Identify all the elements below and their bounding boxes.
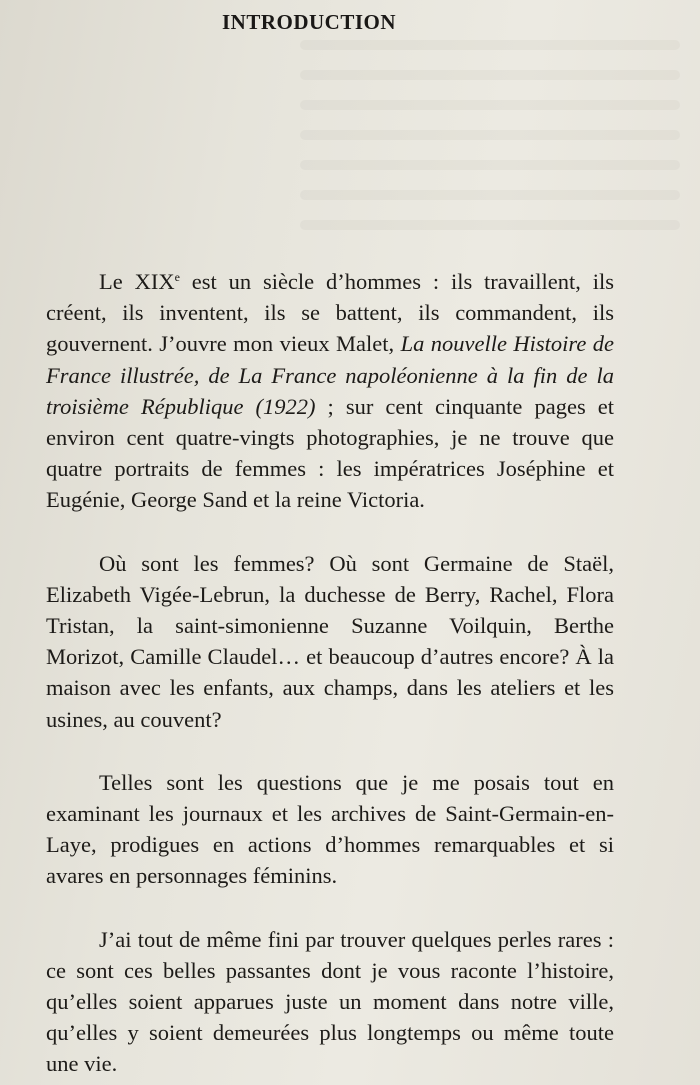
paragraph-1-text-b: est un siècle d’hommes : ils travaillent, ils créent, ils inventent, ils se battent, ils commandent, ils gouvernent. J’ouvre mon vieux Malet, [46, 269, 614, 357]
century-superscript: e [174, 270, 180, 284]
paragraph-1 [46, 266, 614, 516]
paragraph-1-text-c: ; sur cent cinquante pages et environ cent quatre-vingts photographies, je ne trouve que quatre portraits de femmes : les impératrices Joséphine et Eugénie, George Sand et la reine Victoria. [46, 393, 615, 513]
show-through-line [300, 160, 680, 170]
show-through-line [300, 220, 680, 230]
show-through-line [300, 40, 680, 50]
show-through-line [300, 130, 680, 140]
show-through-line [300, 100, 680, 110]
chapter-heading: INTRODUCTION [221, 10, 397, 34]
paragraph-1-text-a: Le XIX [99, 269, 175, 294]
book-title: La nouvelle Histoire de France illustrée, de La France napoléonienne à la fin de la troisième République (1922) [46, 331, 614, 419]
paragraph-4: J’ai tout de même fini par trouver quelques perles rares : ce sont ces belles passantes dont je vous raconte l’histoire, qu’elles soient apparues juste un moment dans notre ville, qu’elles y soient demeurées plus longtemps ou même toute une vie. [46, 926, 614, 1077]
body-text [46, 266, 614, 1080]
paragraph-2: Où sont les femmes? Où sont Germaine de Staël, Elizabeth Vigée-Lebrun, la duchesse de Berry, Rachel, Flora Tristan, la saint-simonienne Suzanne Voilquin, Berthe Morizot, Camille Claudel… et beaucoup d’autres encore? À la maison avec les enfants, aux champs, dans les ateliers et les usines, au couvent? [46, 550, 614, 732]
paragraph-3: Telles sont les questions que je me posais tout en examinant les journaux et les archives de Saint-Germain-en-Laye, prodigues en actions d’hommes remarquables et si avares en personnages féminins. [46, 769, 614, 889]
show-through-line [300, 190, 680, 200]
show-through-line [300, 70, 680, 80]
